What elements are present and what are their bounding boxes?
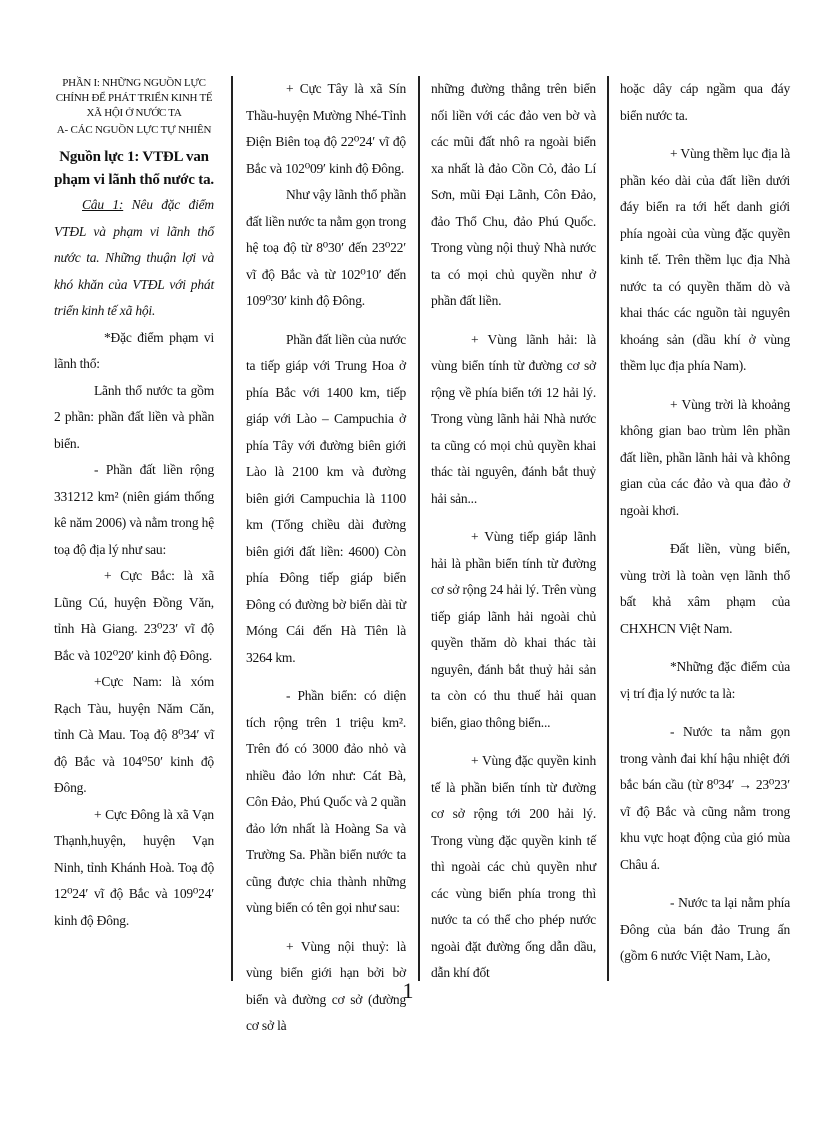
paragraph: + Vùng nội thuỷ: là vùng biển giới hạn bởi bờ biển và đường cơ sở (đường cơ sở là <box>246 938 406 1033</box>
paragraph: những đường thẳng trên biển nối liền với các đảo ven bờ và các mũi đất nhô ra ngoài biển xa nhất là đảo Cồn Cỏ, đảo Lí Sơn, mũi Đại Lãnh, Côn Đảo, đảo Thổ Chu, đảo Phú Quốc. Trong vùng nội thuỷ Nhà nước ta có mọi chủ quyền như ở phần đất liền. <box>431 81 596 308</box>
paragraph: - Nước ta nằm gọn trong vành đai khí hậu nhiệt đới bắc bán cầu (từ 8⁰34′ → 23⁰23′ vĩ độ Bắc và cũng nằm trong khu vực hoạt động của gió mùa Châu á. <box>620 724 790 872</box>
paragraph: + Vùng đặc quyền kinh tế là phần biển tính từ đường cơ sở rộng tới 200 hải lý. Trong vùng đặc quyền kinh tế thì ngoài các chủ quyền như các vùng biển phía trong thì nước ta có thể cho phép nước ngoài đặt đường ống dẫn dầu, dẫn khí đốt <box>431 753 596 980</box>
question-body: Nêu đặc điểm VTĐL và phạm vi lãnh thổ nước ta. Những thuận lợi và khó khăn của VTĐL với phát triển kinh tế xã hội. <box>54 197 214 318</box>
paragraph: *Đặc điểm phạm vi lãnh thổ: <box>54 329 214 371</box>
paragraph: + Cực Bắc: là xã Lũng Cú, huyện Đồng Văn, tỉnh Hà Giang. 23⁰23′ vĩ độ Bắc và 102⁰20′ kinh độ Đông. <box>54 568 214 663</box>
column-2 <box>246 76 406 1033</box>
paragraph: - Phần biển: có diện tích rộng trên 1 triệu km². Trên đó có 3000 đảo nhỏ và nhiều đảo lớn như: Cát Bà, Côn Đảo, Phú Quốc và 2 quần đảo lớn nhất là Hoàng Sa và Trường Sa. Phần biển nước ta cũng được chia thành những vùng biển có tên gọi như sau: <box>246 688 406 915</box>
paragraph: + Cực Tây là xã Sín Thầu-huyện Mường Nhé-Tỉnh Điện Biên toạ độ 22⁰24′ vĩ độ Bắc và 102⁰09′ kinh độ Đông. <box>246 81 406 176</box>
question-text <box>54 192 214 325</box>
paragraph: Như vậy lãnh thổ phần đất liền nước ta nằm gọn trong hệ toạ độ từ 8⁰30′ đến 23⁰22′ vĩ độ Bắc và từ 102⁰10′ đến 109⁰30′ kinh độ Đông. <box>246 187 406 308</box>
column-4 <box>620 76 790 963</box>
paragraph: *Những đặc điểm của vị trí địa lý nước ta là: <box>620 659 790 701</box>
paragraph: + Vùng thềm lục địa là phần kéo dài của đất liền dưới đáy biển ra tới hết danh giới phía ngoài của vùng đặc quyền kinh tế. Trên thềm lục địa Nhà nước ta có quyền thăm dò và khai thác các nguồn tài nguyên khoáng sản (dầu khí ở vùng thềm lục địa phía Nam). <box>620 146 790 373</box>
paragraph: + Vùng trời là khoảng không gian bao trùm lên phần đất liền, phần lãnh hải và không gian của các đảo và qua đảo ở ngoài khơi. <box>620 396 790 518</box>
document-page <box>54 76 790 1033</box>
paragraph: +Cực Nam: là xóm Rạch Tàu, huyện Năm Căn, tỉnh Cà Mau. Toạ độ 8⁰34′ vĩ độ Bắc và 104⁰50′ kinh độ Đông. <box>54 674 214 795</box>
paragraph: hoặc dây cáp ngầm qua đáy biển nước ta. <box>620 81 790 123</box>
paragraph: + Vùng tiếp giáp lãnh hải là phần biển tính từ đường cơ sở rộng 24 hải lý. Trên vùng tiếp giáp lãnh hải ngoài chủ quyền thăm dò khai thác tài nguyên, đánh bắt thuỷ hải sản ta còn có thu thuế hải quan biển, giao thông biển... <box>431 529 596 730</box>
column-divider <box>231 76 233 981</box>
paragraph: Đất liền, vùng biển, vùng trời là toàn vẹn lãnh thổ bất khả xâm phạm của CHXHCN Việt Nam. <box>620 541 790 636</box>
paragraph: Phần đất liền của nước ta tiếp giáp với Trung Hoa ở phía Bắc với 1400 km, tiếp giáp với Lào – Campuchia ở phía Tây với đường biên giới Lào là 2100 km và đường biên giới Campuchia là 1100 km (Tổng chiều dài đường biên giới đất liền: 4600) Còn phía Đông tiếp giáp biển Đông có đường bờ biển dài từ Móng Cái đến Hà Tiên là 3264 km. <box>246 331 406 665</box>
column-divider <box>607 76 609 981</box>
paragraph: + Vùng lãnh hải: là vùng biển tính từ đường cơ sở rộng về phía biển tới 12 hải lý. Trong vùng lãnh hải Nhà nước ta cũng có mọi chủ quyền khai thác tài nguyên, đánh bắt thuỷ hải sản... <box>431 331 596 506</box>
column-divider <box>418 76 420 981</box>
page-number: 1 <box>402 978 414 1003</box>
section-heading: A- CÁC NGUỒN LỰC TỰ NHIÊN <box>56 124 212 136</box>
question-label: Câu 1: <box>82 197 124 212</box>
paragraph: Lãnh thổ nước ta gồm 2 phần: phần đất liền và phần biển. <box>54 382 214 451</box>
part-heading: PHẦN I: NHỮNG NGUỒN LỰC CHÍNH ĐỂ PHÁT TRIỂN KINH TẾ XÃ HỘI Ở NƯỚC TA <box>55 77 213 119</box>
paragraph: + Cực Đông là xã Vạn Thạnh,huyện, huyện Vạn Ninh, tỉnh Khánh Hoà. Toạ độ 12⁰24′ vĩ độ Bắc và 109⁰24′ kinh độ Đông. <box>54 806 214 928</box>
paragraph: - Phần đất liền rộng 331212 km² (niên giám thống kê năm 2006) và nằm trong hệ toạ độ địa lý như sau: <box>54 462 214 557</box>
lesson-title: Nguồn lực 1: VTĐL van phạm vi lãnh thổ nước ta. <box>54 149 214 188</box>
column-1 <box>54 76 214 946</box>
column-3 <box>431 76 596 980</box>
paragraph: - Nước ta lại nằm phía Đông của bán đảo Trung ấn (gồm 6 nước Việt Nam, Lào, <box>620 895 790 963</box>
